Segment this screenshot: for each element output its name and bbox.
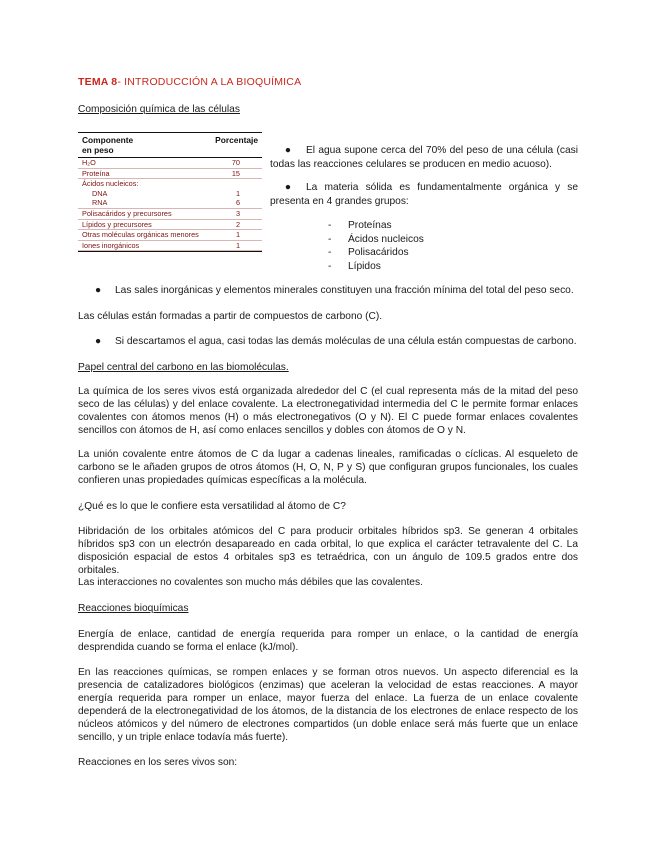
- table-cell-percent: 1: [235, 240, 240, 250]
- paragraph-celulas: Las células están formadas a partir de compuestos de carbono (C).: [78, 311, 383, 322]
- paragraph-union: La unión covalente entre átomos de C da lugar a cadenas lineales, ramificadas o cíclicas. Al esqueleto de carbono se le añaden grupos de otros átomos (H, O, N, P y S) que configuran grupos funcionales, los cuales confieren unas propiedades químicas específicas a la molécula.: [78, 449, 578, 486]
- table-row: [78, 158, 262, 169]
- table-header: [78, 132, 262, 158]
- paragraph-seres-vivos: Reacciones en los seres vivos son:: [78, 757, 238, 768]
- section-heading-papel: Papel central del carbono en las biomoléculas.: [78, 362, 289, 373]
- table-cell-percent: 15: [231, 168, 240, 178]
- table-row: [78, 241, 262, 252]
- table-row: [78, 179, 262, 189]
- bullet-dot: ●: [284, 145, 292, 156]
- section-heading-composicion: Composición química de las células: [78, 104, 240, 115]
- list-item: - Polisacáridos: [328, 247, 409, 258]
- table-cell-component: H₂O: [82, 158, 96, 167]
- table-row: [78, 220, 262, 231]
- list-item: - Lípidos: [328, 260, 381, 272]
- table-cell-component: Otras moléculas orgánicas menores: [82, 230, 199, 240]
- page-title: [78, 76, 301, 89]
- bullet-dot: ●: [95, 285, 102, 296]
- table-cell-percent: 70: [231, 158, 240, 167]
- paragraph-quimica: La química de los seres vivos está organizada alrededor del C (el cual representa más de la mitad del peso seco de las células) y del enlace covalente. La electronegatividad intermedia del C le permite formar enlaces covalentes con átomos menos (H) o más electronegativos (O y N). El C puede formar enlaces covalentes sencillos con átomos de H, así como enlaces sencillos y dobles con átomos de O y N.: [78, 386, 578, 436]
- table-cell-component: Polisacáridos y precursores: [82, 208, 172, 218]
- table-cell-percent: 2: [235, 219, 240, 229]
- paragraph-pregunta: ¿Qué es lo que le confiere esta versatilidad al átomo de C?: [78, 501, 346, 512]
- bullet-descartamos-text: Si descartamos el agua, casi todas las demás moléculas de una célula están compuestas de carbono.: [115, 336, 577, 347]
- table-cell-component: Ácidos nucleicos:: [82, 179, 139, 189]
- table-cell-component: Iones inorgánicos: [82, 240, 140, 250]
- bullet-sales: [95, 284, 595, 297]
- bullet-descartamos: [95, 335, 595, 348]
- bullet-materia: [270, 181, 578, 208]
- section-heading-reacciones: Reacciones bioquímicas: [78, 603, 189, 614]
- column-header-percent: Porcentaje: [215, 135, 258, 145]
- list-item: - Ácidos nucleicos: [328, 233, 424, 245]
- table-row: [78, 230, 262, 241]
- table-cell-percent: 3: [235, 208, 240, 218]
- paragraph-energia: Energía de enlace, cantidad de energía requerida para romper un enlace, o la cantidad de energía desprendida cuando se forma el enlace (kJ/mol).: [78, 629, 578, 653]
- topic-label: TEMA 8: [78, 76, 118, 88]
- groups-list: [328, 219, 424, 273]
- table-row: [78, 209, 262, 220]
- table-cell-component: RNA: [92, 198, 108, 208]
- table-row: [78, 169, 262, 180]
- table-row: [78, 198, 262, 209]
- bullet-dot: ●: [284, 182, 292, 193]
- table-cell-percent: 6: [235, 198, 240, 208]
- paragraph-interacciones: Las interacciones no covalentes son mucho más débiles que las covalentes.: [78, 577, 423, 588]
- composition-table: [78, 132, 262, 252]
- bullet-agua-text: El agua supone cerca del 70% del peso de una célula (casi todas las reacciones celulares se producen en medio acuoso).: [270, 145, 578, 170]
- list-item: - Proteínas: [328, 220, 392, 231]
- topic-title: - INTRODUCCIÓN A LA BIOQUÍMICA: [117, 76, 302, 88]
- column-header-component: Componente: [82, 135, 134, 145]
- bullet-agua: [270, 144, 578, 171]
- bullet-dot: ●: [95, 336, 102, 347]
- table-cell-percent: 1: [235, 230, 240, 240]
- paragraph-reacciones-quimicas: En las reacciones químicas, se rompen enlaces y se forman otros nuevos. Un aspecto diferencial es la presencia de catalizadores biológicos (enzimas) que aceleran la velocidad de estas reacciones. A mayor energía requerida para romper un enlace, mayor fuerza del enlace. La fuerza de un enlace covalente dependerá de la electronegatividad de los átomos, de la distancia de los electrones de enlace respecto de los núcleos atómicos y del número de electrones compartidos (un doble enlace será más fuerte que un enlace sencillo, y un triple enlace todavía más fuerte).: [78, 667, 578, 743]
- table-cell-component: Proteína: [82, 168, 110, 178]
- column-header-component-2: en peso: [82, 145, 114, 155]
- table-cell-percent: 1: [235, 188, 240, 198]
- table-body: [78, 158, 262, 251]
- bullet-sales-text: Las sales inorgánicas y elementos minerales constituyen una fracción mínima del total del peso seco.: [115, 285, 574, 296]
- table-row: [78, 189, 262, 199]
- bullet-materia-text: La materia sólida es fundamentalmente orgánica y se presenta en 4 grandes grupos:: [270, 182, 578, 207]
- table-cell-component: DNA: [92, 188, 108, 198]
- table-cell-component: Lípidos y precursores: [82, 219, 152, 229]
- table-cell-percent: [200, 179, 258, 189]
- paragraph-hibridacion: Hibridación de los orbitales atómicos del C para producir orbitales híbridos sp3. Se generan 4 orbitales híbridos sp3 con un electrón desapareado en cada orbital, lo que explica el carácter tetravalente del C. La disposición espacial de estos 4 orbitales sp3 es tetraédrica, con un ángulo de 109.5 grados entre dos orbitales.: [78, 526, 578, 576]
